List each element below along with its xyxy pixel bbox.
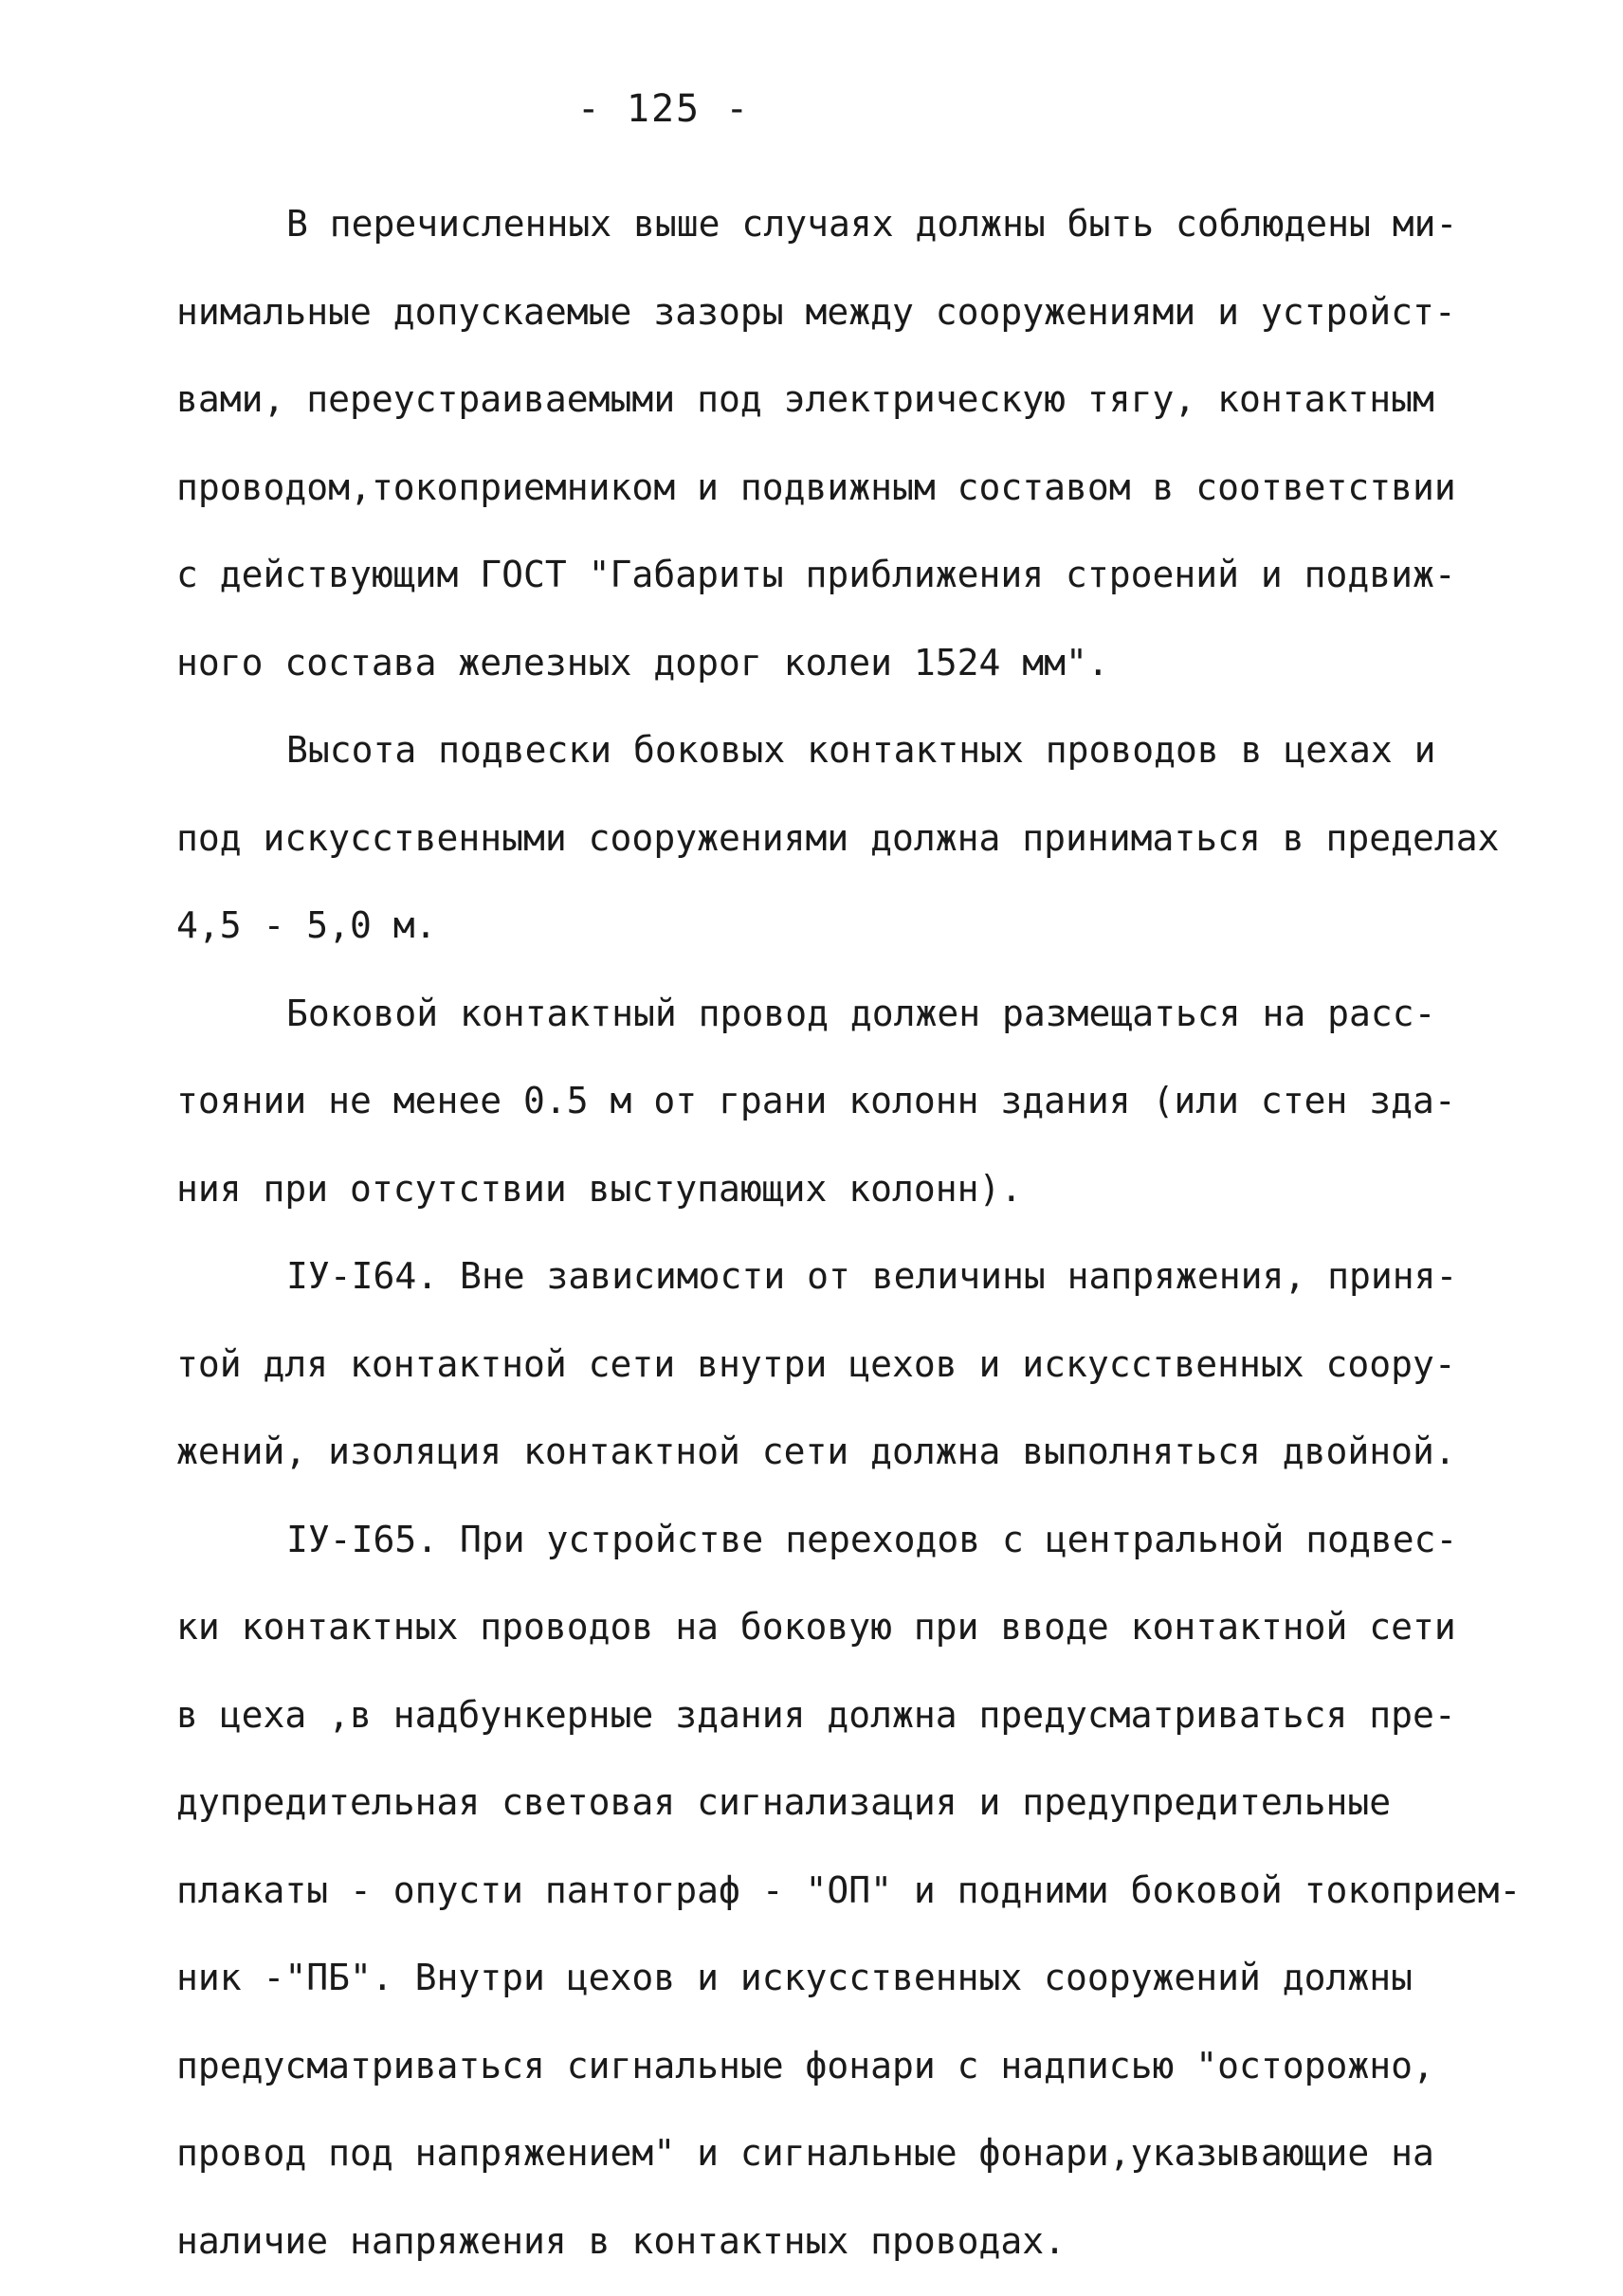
text-line: жений, изоляция контактной сети должна выполняться двойной.	[176, 1430, 1456, 1472]
text-line: с действующим ГОСТ "Габариты приближения строений и подвиж-	[176, 554, 1456, 595]
text-line: проводом,токоприемником и подвижным составом в соответствии	[176, 465, 1456, 508]
text-line: нимальные допускаемые зазоры между сооружениями и устройст-	[176, 290, 1456, 333]
text-line: ки контактных проводов на боковую при вводе контактной сети	[176, 1606, 1456, 1648]
text-line: IУ-I65. При устройстве переходов с центральной подвес-	[286, 1518, 1458, 1560]
text-line: вами, переустраиваемыми под электрическую тягу, контактным	[176, 378, 1434, 420]
text-line: 4,5 - 5,0 м.	[176, 904, 437, 946]
text-line: Высота подвески боковых контактных проводов в цехах и	[286, 729, 1436, 771]
text-line: под искусственными сооружениями должна приниматься в пределах	[176, 816, 1500, 859]
text-line: ного состава железных дорог колеи 1524 мм".	[176, 641, 1109, 683]
text-line: предусматриваться сигнальные фонари с надписью "осторожно,	[176, 2044, 1434, 2086]
text-line: провод под напряжением" и сигнальные фонари,указывающие на	[176, 2132, 1434, 2174]
text-line: плакаты - опусти пантограф - "ОП" и подними боковой токоприем-	[176, 1868, 1522, 1911]
text-line: IУ-I64. Вне зависимости от величины напряжения, приня-	[286, 1255, 1458, 1297]
text-line: тоянии не менее 0.5 м от грани колонн здания (или стен зда-	[176, 1080, 1456, 1121]
page-number: - 125 -	[576, 87, 751, 131]
text-line: той для контактной сети внутри цехов и искусственных соору-	[176, 1342, 1456, 1385]
text-line: наличие напряжения в контактных проводах.	[176, 2219, 1066, 2262]
text-line: В перечисленных выше случаях должны быть соблюдены ми-	[286, 203, 1458, 245]
text-line: в цеха ,в надбункерные здания должна предусматриваться пре-	[176, 1693, 1456, 1736]
text-line: Боковой контактный провод должен размещаться на расс-	[286, 992, 1436, 1034]
text-line: дупредительная световая сигнализация и предупредительные	[176, 1781, 1392, 1823]
text-line: ния при отсутствии выступающих колонн).	[176, 1167, 1023, 1210]
body-text	[176, 180, 1523, 2285]
text-line: ник -"ПБ". Внутри цехов и искусственных сооружений должны	[176, 1957, 1413, 1998]
